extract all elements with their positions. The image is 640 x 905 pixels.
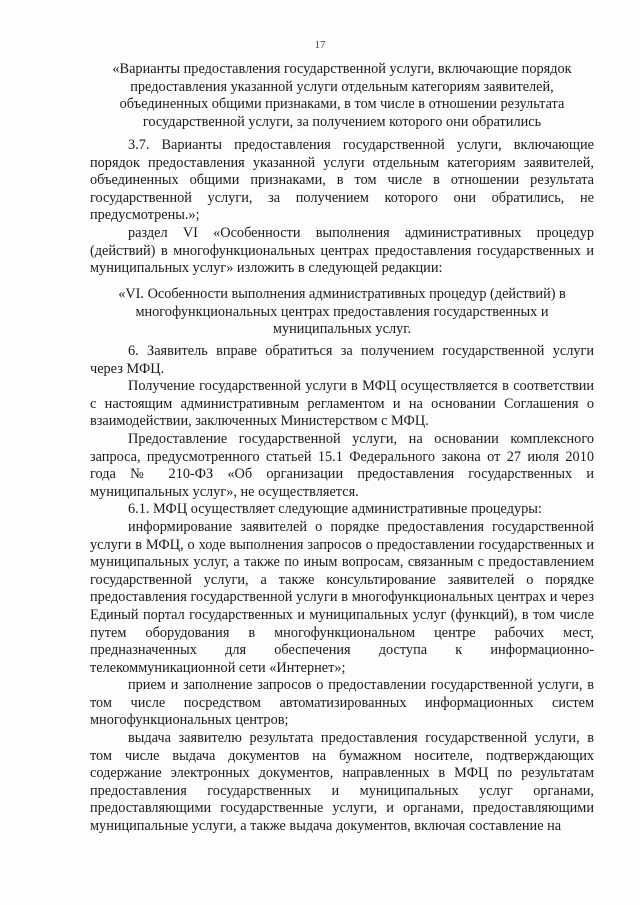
- paragraph-reception: прием и заполнение запросов о предоставлении государственной услуги, в том числе посредством автоматизированных информационных систем многофункциональных центров;: [90, 677, 594, 729]
- paragraph-mfc-receipt: Получение государственной услуги в МФЦ осуществляется в соответствии с настоящим административным регламентом и на основании Соглашения о взаимодействии, заключенных Министерством с МФЦ.: [90, 378, 594, 430]
- paragraph-complex-request: Предоставление государственной услуги, на основании комплексного запроса, предусмотренного статьей 15.1 Федерального закона от 27 июля 2010 года № 210-ФЗ «Об организации предоставления государственных и муниципальных услуг», не осуществляется.: [90, 430, 594, 500]
- section-heading-variants: «Варианты предоставления государственной услуги, включающие порядок предоставления указанной услуги отдельным категориям заявителей, объединенных общими признаками, в том числе в отношении результата государственной услуги, за получением которого они обратились: [112, 61, 572, 130]
- text-block-2: [90, 343, 594, 836]
- paragraph-issuance: выдача заявителю результата предоставления государственной услуги, в том числе выдача документов на бумажном носителе, подтверждающих содержание электронных документов, направленных в МФЦ по результатам предоставления государственных и муниципальных услуг органами, предоставляющими государственные услуги, и органами, предоставляющими муниципальные услуги, а также выдача документов, включая составление на: [90, 730, 594, 835]
- paragraph-6-1: 6.1. МФЦ осуществляет следующие административные процедуры:: [128, 501, 542, 518]
- paragraph-6: 6. Заявитель вправе обратиться за получением государственной услуги через МФЦ.: [90, 343, 594, 377]
- section-heading-vi: «VI. Особенности выполнения административных процедур (действий) в многофункциональных центрах предоставления государственных и муниципальных услуг.: [118, 286, 566, 338]
- paragraph-informing: информирование заявителей о порядке предоставления государственной услуги в МФЦ, о ходе выполнения запросов о предоставлении государственных и муниципальных услуг, а также по иным вопросам, связанным с предоставлением государственной услуги, а также консультирование заявителей о порядке предоставления государственной услуги в многофункциональных центрах и через Единый портал государственных и муниципальных услуг (функций), в том числе путем оборудования в многофункциональном центре рабочих мест, предназначенных для обеспечения доступа к информационно-телекоммуникационной сети «Интернет»;: [90, 518, 594, 676]
- page-number: 17: [314, 39, 326, 51]
- text-block-1: [90, 137, 594, 278]
- paragraph-3-7: 3.7. Варианты предоставления государственной услуги, включающие порядок предоставления указанной услуги отдельным категориям заявителей, объединенных общими признаками, в том числе в отношении результата государственной услуги, за получением которого они обратились, не предусмотрены.»;: [90, 137, 594, 224]
- paragraph-section-vi-amendment: раздел VI «Особенности выполнения административных процедур (действий) в многофункциональных центрах предоставления государственных и муниципальных услуг» изложить в следующей редакции:: [90, 224, 594, 277]
